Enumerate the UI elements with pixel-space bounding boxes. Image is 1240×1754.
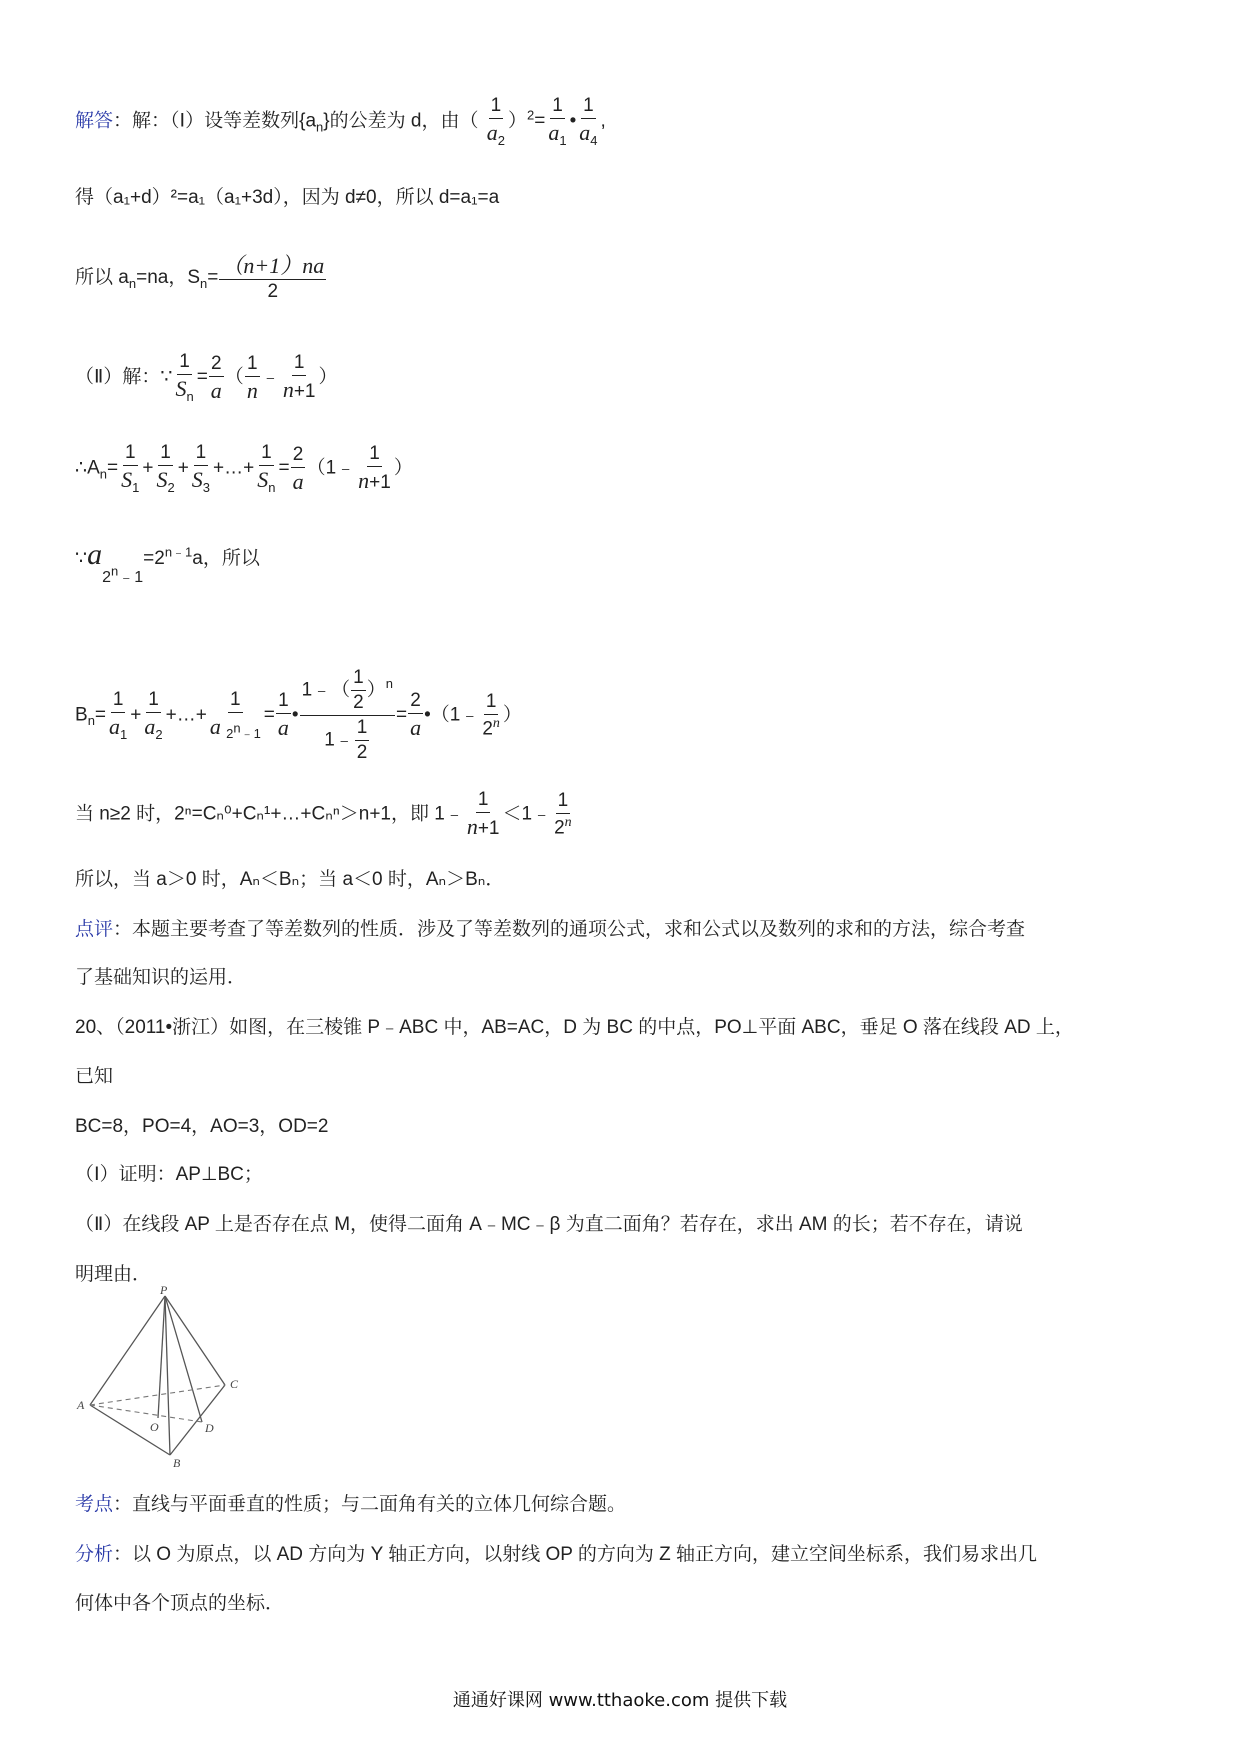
answer-part1: 解答：解：（Ⅰ）设等差数列$\{a_n\}$的公差为 d，由（ $\frac{1}{a_2}$ ）$^2$= $\frac{1}{a_1}$ • $\frac{1}{a_4}$ , [75, 95, 606, 148]
comment-line1: 点评：本题主要考查了等差数列的性质．涉及了等差数列的通项公式，求和公式以及数列的求和的方法，综合考查 [75, 919, 1026, 940]
problem20-q2a: （Ⅱ）在线段 AP 上是否存在点 M，使得二面角 A﹣MC﹣β 为直二面角？若存在，求出 AM 的长；若不存在，请说 [75, 1214, 1023, 1235]
answer-line3: 所以 $a_n=na$，$S_n=$ $\frac{(n+1)na}{2}$ [75, 253, 325, 303]
label-B: B [173, 1456, 181, 1470]
analysis-line2: 何体中各个顶点的坐标． [75, 1593, 285, 1614]
label-A: A [77, 1398, 85, 1412]
footer: 通通好课网 www.tthaoke.com 提供下载 [452, 1690, 788, 1711]
answer-an: $\therefore A_n=$ $\frac{1}{S_1}$ + $\frac{1}{S_2}$ + $\frac{1}{S_3}$ +…+ $\frac{1}{S_n}$ = $\frac{2}{a}$ （1﹣ $\frac{1}{n+1}$ ） [75, 442, 413, 495]
problem20-q1: （Ⅰ）证明：AP⊥BC； [75, 1164, 263, 1185]
problem20-q2b: 明理由． [75, 1264, 152, 1285]
fraction: $\frac{1}{a_1}$ [548, 95, 567, 148]
answer-because: $\because a_{2^n﹣1}=2^{n﹣1}a$，所以 [75, 538, 260, 586]
comment-label: 点评 [75, 919, 114, 940]
analysis-line1: 分析：以 O 为原点，以 AD 方向为 Y 轴正方向，以射线 OP 的方向为 Z 轴正方向，建立空间坐标系，我们易求出几 [75, 1544, 1038, 1565]
label-O: O [150, 1420, 159, 1434]
label-P: P [160, 1285, 168, 1297]
problem20-line1: 20、（2011•浙江）如图，在三棱锥 P﹣ABC 中，AB=AC，D 为 BC 的中点，PO⊥平面 ABC，垂足 O 落在线段 AD 上， [75, 1017, 1074, 1038]
pyramid-figure [70, 1285, 270, 1470]
fraction: $\frac{(n+1)na}{2}$ [221, 253, 325, 303]
problem20-line3: BC=8，PO=4，AO=3，OD=2 [75, 1116, 329, 1137]
answer-line2: 得（a₁+d）²=a₁（a₁+3d），因为 d≠0，所以 d=a₁=a [75, 187, 500, 208]
answer-when: 当 n≥2 时，2ⁿ=Cₙ⁰+Cₙ¹+…+Cₙⁿ＞n+1，即 1﹣ $\frac{1}{n+1}$ ＜1﹣ $\frac{1}{2^n}$ [75, 789, 572, 839]
fraction: $\frac{1}{a_2}$ [486, 95, 505, 148]
fraction: $\frac{1}{a_4}$ [579, 95, 598, 148]
label-C: C [230, 1377, 239, 1391]
comment-line2: 了基础知识的运用． [75, 967, 247, 988]
kaodian-line: 考点：直线与平面垂直的性质；与二面角有关的立体几何综合题。 [75, 1494, 627, 1515]
analysis-label: 分析 [75, 1544, 114, 1565]
answer-conclusion: 所以，当 a＞0 时，Aₙ＜Bₙ；当 a＜0 时，Aₙ＞Bₙ． [75, 869, 505, 890]
problem20-line2: 已知 [75, 1066, 114, 1087]
answer-bn: $B_n=$ $\frac{1}{a_1}$ + $\frac{1}{a_2}$ +…+ $\frac{1}{a _{2^n﹣1}}$ = $\frac{1}{a}$ • 1﹣（ $\frac{1}{2}$ ）$^n$ 1﹣ $\frac{1}{2}$ = $\frac{2}{a}$ •（1﹣ $\frac{1}{2^n}$ ） [75, 667, 522, 763]
answer-part2: （Ⅱ）解：∵ $\frac{1}{S_n}$ = $\frac{2}{a}$ （ $\frac{1}{n}$ ﹣ $\frac{1}{n+1}$ ） [75, 351, 338, 404]
kaodian-label: 考点 [75, 1494, 114, 1515]
label-D: D [205, 1421, 214, 1435]
answer-label: 解答 [75, 110, 114, 132]
